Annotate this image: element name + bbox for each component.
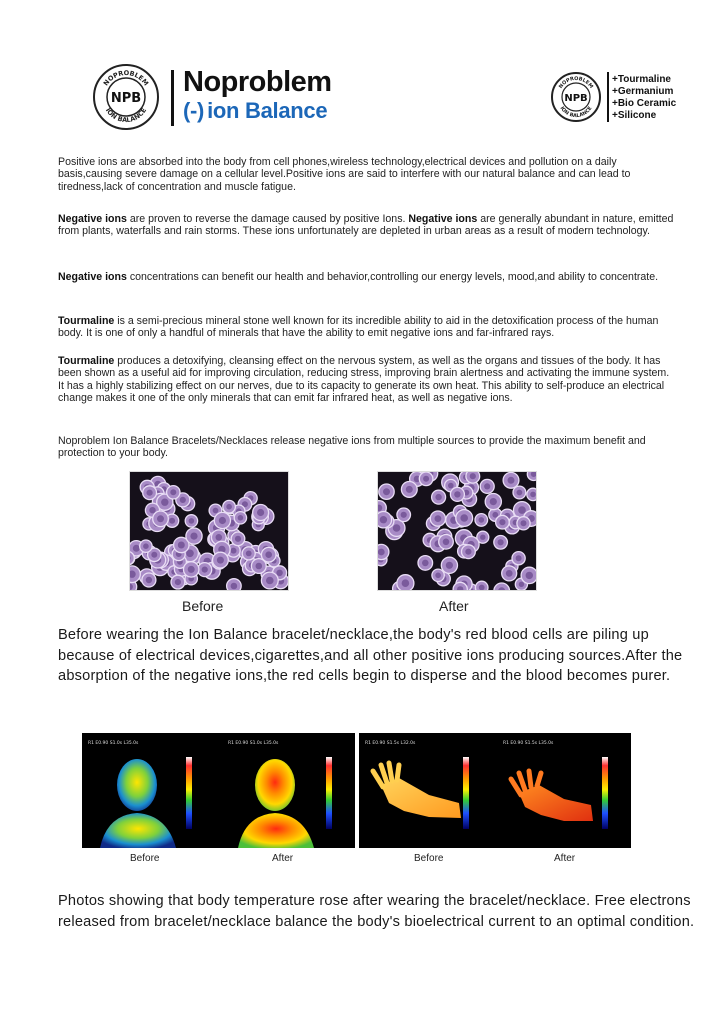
blood-cell-center bbox=[231, 548, 237, 554]
paragraph-text: are proven to reverse the damage caused by positive Ions. bbox=[126, 213, 409, 225]
blood-cell-center bbox=[435, 494, 441, 500]
blood-cell-center bbox=[213, 508, 219, 514]
thermal-face-photos bbox=[82, 733, 355, 848]
svg-text:R1 E0.90 S1.5s L35.0s: R1 E0.90 S1.5s L35.0s bbox=[503, 741, 554, 746]
bold-term: Tourmaline bbox=[58, 355, 115, 367]
thermal-caption-2: After bbox=[272, 853, 294, 864]
bold-term: Negative ions bbox=[408, 213, 478, 225]
ingredient-item: +Germanium bbox=[612, 86, 674, 97]
bold-term: Negative ions bbox=[58, 271, 127, 283]
blood-cell-center bbox=[180, 497, 186, 503]
blood-cell-center bbox=[435, 573, 441, 579]
blood-cell-center bbox=[402, 579, 410, 587]
paragraph-tourmaline-mineral bbox=[58, 315, 678, 340]
paragraph-text: are generally abundant in nature, emitted from plants, waterfalls and rain storms. These ions unfortunately are depleted in urban areas as a result of modern technology. bbox=[58, 213, 674, 238]
blood-cell-center bbox=[460, 514, 468, 522]
blood-cell-center bbox=[146, 577, 152, 583]
header-divider bbox=[171, 70, 174, 126]
blood-cells-before-graphic bbox=[130, 472, 289, 591]
blood-cell-center bbox=[480, 535, 485, 540]
blood-cell-center bbox=[401, 512, 407, 518]
blood-cell-center bbox=[276, 570, 282, 576]
blood-cell-center bbox=[178, 542, 185, 549]
blood-cell-center bbox=[530, 492, 536, 498]
blood-cell-center bbox=[161, 499, 168, 506]
blood-cell-center bbox=[265, 551, 272, 558]
blood-cell-center bbox=[448, 483, 454, 489]
blood-cell-center bbox=[484, 483, 490, 489]
svg-text:R1 E0.90 S1.5s L32.0s: R1 E0.90 S1.5s L32.0s bbox=[365, 741, 416, 746]
paragraph-negative-ions-reverse bbox=[58, 213, 678, 238]
blood-cell-center bbox=[266, 577, 274, 585]
blood-cell-center bbox=[479, 517, 485, 523]
blood-cell-center bbox=[443, 539, 450, 546]
blood-cell-center bbox=[246, 551, 252, 557]
blood-cell-center bbox=[435, 515, 442, 522]
blood-cell-center bbox=[231, 583, 238, 590]
npb-seal-logo bbox=[93, 64, 159, 130]
blood-cell-center bbox=[506, 570, 513, 577]
thermal-caption-1: Before bbox=[130, 853, 160, 864]
svg-text:R1 E0.90 S1.0s L35.0s: R1 E0.90 S1.0s L35.0s bbox=[228, 741, 279, 746]
blood-cell-center bbox=[465, 549, 471, 555]
blood-cell-center bbox=[216, 534, 223, 541]
blood-cell-center bbox=[133, 545, 140, 552]
brand-name: Noproblem bbox=[183, 66, 332, 98]
paragraph-text: is a semi-precious mineral stone well known for its incredible ability to aid in the detoxification process of the human body. It is one of only a handful of minerals that have the ability to emit negative ions and far-infrared rays. bbox=[58, 315, 659, 340]
negative-ion-mark: (-) bbox=[183, 98, 205, 123]
blood-cell-center bbox=[219, 517, 226, 524]
blood-cell-center bbox=[517, 490, 523, 496]
blood-cell-center bbox=[393, 524, 401, 532]
blood-cell-center bbox=[217, 557, 224, 564]
blood-cell-center bbox=[188, 566, 195, 573]
blood-before-caption: Before bbox=[182, 598, 224, 614]
thermal-description: Photos showing that body temperature rose after wearing the bracelet/necklace. Free electrons released from bracelet/necklace balance the body's bioelectrical current to an optimal condition. bbox=[58, 893, 695, 930]
blood-cell-center bbox=[454, 491, 460, 497]
svg-text:ION BALANCE: ION BALANCE bbox=[558, 105, 594, 120]
blood-cell-center bbox=[238, 515, 244, 521]
blood-cell-center bbox=[499, 519, 505, 525]
blood-cell-center bbox=[235, 536, 241, 542]
blood-cell-center bbox=[226, 504, 232, 510]
paragraph-text: produces a detoxifying, cleansing effect on the nervous system, as well as the organs and tissues of the body. It has been shown as a useful aid for improving circulation, reducing stress, improving brain alertness and activating the immune system. It has a highly stabilizing effect on our nerves, due to its capacity to generate its own heat. This ability to self-produce an electrical change makes it one of the only minerals that can emit far infrared heat, as well as negative ions. bbox=[58, 355, 670, 405]
blood-cell-center bbox=[490, 498, 497, 505]
paragraph-positive-ions: Positive ions are absorbed into the body from cell phones,wireless technology,electrical devices and pollution on a daily basis,causing severe damage on a cellular level.Positive ions are said to interfere with our natural balance and can lead to tiredness,lack of concentration and muscle fatigue. bbox=[58, 156, 631, 193]
blood-cell-center bbox=[521, 520, 527, 526]
blood-cell-center bbox=[406, 486, 413, 493]
blood-cell-center bbox=[157, 515, 164, 522]
brand-subtitle bbox=[183, 98, 327, 124]
blood-cell-center bbox=[422, 560, 429, 567]
blood-cell-center bbox=[175, 579, 181, 585]
paragraph-bracelets: Noproblem Ion Balance Bracelets/Necklaces release negative ions from multiple sources to provide the maximum benefit and protection to your body. bbox=[58, 435, 646, 460]
blood-cell-center bbox=[479, 585, 485, 591]
blood-cell-center bbox=[256, 563, 263, 570]
blood-cell-center bbox=[147, 490, 153, 496]
blood-cell-center bbox=[378, 549, 385, 556]
blood-cell-center bbox=[516, 555, 522, 561]
blood-cells-after-photo bbox=[377, 471, 537, 591]
svg-text:NPB: NPB bbox=[564, 93, 588, 104]
npb-small-seal-logo bbox=[551, 72, 601, 122]
blood-cell-center bbox=[170, 489, 176, 495]
blood-after-caption: After bbox=[439, 598, 469, 614]
blood-cell-center bbox=[151, 552, 157, 558]
paragraph-text: concentrations can benefit our health and behavior,controlling our energy levels, mood,and ability to concentrate. bbox=[126, 271, 659, 283]
blood-cell-center bbox=[446, 562, 453, 569]
bold-term: Negative ions bbox=[58, 213, 127, 225]
thermal-face-graphic bbox=[82, 733, 355, 848]
brand-subtitle-text: ion Balance bbox=[207, 98, 328, 123]
svg-text:ION BALANCE: ION BALANCE bbox=[103, 106, 149, 125]
blood-cell-center bbox=[498, 539, 504, 545]
thermal-caption-3: Before bbox=[414, 853, 444, 864]
ingredients-divider bbox=[607, 72, 609, 122]
npb-small-seal-graphic bbox=[553, 74, 599, 120]
blood-cells-after-graphic bbox=[378, 472, 537, 591]
blood-cell-center bbox=[189, 518, 195, 524]
svg-text:NPB: NPB bbox=[110, 91, 142, 106]
ingredient-item: +Bio Ceramic bbox=[612, 98, 677, 109]
blood-cell-center bbox=[383, 488, 390, 495]
blood-cell-center bbox=[149, 507, 155, 513]
blood-cell-center bbox=[169, 518, 175, 524]
blood-cell-center bbox=[519, 582, 524, 587]
paragraph-negative-ions-benefit bbox=[58, 271, 678, 283]
paragraph-tourmaline-effects bbox=[58, 355, 678, 405]
thermal-caption-4: After bbox=[554, 853, 576, 864]
blood-cell-center bbox=[202, 567, 208, 573]
ingredient-item: +Tourmaline bbox=[612, 74, 671, 85]
blood-cell-center bbox=[526, 572, 533, 579]
ingredient-item: +Silicone bbox=[612, 110, 657, 121]
blood-cell-center bbox=[380, 516, 387, 523]
thermal-hand-graphic bbox=[359, 733, 631, 848]
bold-term: Tourmaline bbox=[58, 315, 115, 327]
blood-cell-center bbox=[518, 506, 526, 514]
thermal-hand-photos bbox=[359, 733, 631, 848]
blood-cell-center bbox=[190, 533, 197, 540]
blood-cell-center bbox=[257, 509, 264, 516]
blood-cell-center bbox=[470, 473, 476, 479]
blood-cells-before-photo bbox=[129, 471, 289, 591]
ingredients-list bbox=[612, 74, 676, 122]
npb-seal-graphic bbox=[95, 66, 157, 128]
blood-cell-center bbox=[508, 477, 515, 484]
blood-cell-center bbox=[423, 476, 429, 482]
svg-text:R1 E0.90 S1.0s L35.0s: R1 E0.90 S1.0s L35.0s bbox=[88, 741, 139, 746]
svg-text:NOPROBLEM: NOPROBLEM bbox=[557, 75, 595, 90]
blood-cell-center bbox=[143, 543, 149, 549]
blood-description: Before wearing the Ion Balance bracelet/necklace,the body's red blood cells are piling up because of electrical devices,cigarettes,and all other positive ions producing sources.After the absorption of the negative ions,the red cells begin to disperse and the blood becomes purer. bbox=[58, 627, 683, 684]
svg-text:NOPROBLEM: NOPROBLEM bbox=[101, 68, 151, 88]
